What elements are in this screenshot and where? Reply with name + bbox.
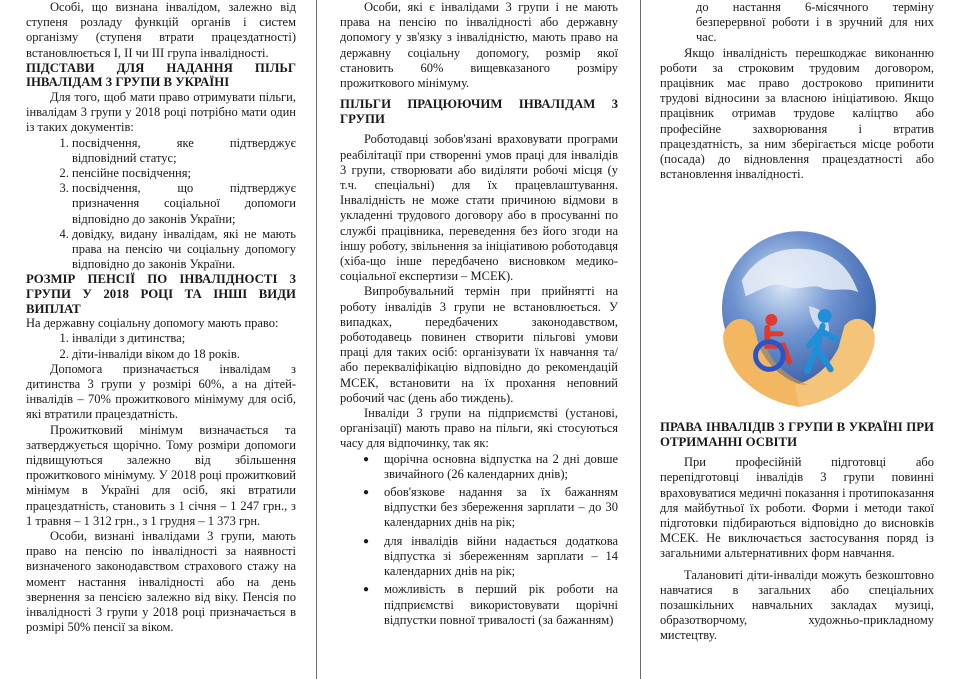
employers-obligations-paragraph: Роботодавці зобов'язані враховувати програми реабілітації при створенні умов праці для інвалідів 3 групи, створювати або виділяти робочі місця (у т.ч. спеціальні) для їх працевлаштування. Інвалідність не може стати причиною відмови в укладенні трудового договору або в просуванні по службі працівника, переведення без його згоди на іншу роботу, звільнення за ініціативою роботодавця (хіба-що інше передбачено висновком медико-соціальної експертизи – МСЕК). <box>340 132 618 284</box>
early-termination-paragraph: Якщо інвалідність перешкоджає виконанню роботи за строковим трудовим договором, працівник має право достроково припинити трудові відносини за власною ініціативою. Якщо працівник отримав трудове каліцтво або професійне захворювання і втратив працездатність, за ним зберігається місце роботи (посада) до відновлення працездатності або встановлення інвалідності. <box>660 45 934 182</box>
talented-children-paragraph: Талановиті діти-інваліди можуть безкоштовно навчатися в загальних або спеціальних позашкільних навчальних закладах музиці, образотворчому, художньо-прикладному мистецтву. <box>660 567 934 643</box>
subsistence-minimum-paragraph: Прожитковий мінімум визначається та затверджується щорічно. Тому розміри допомоги підвищуються залежно від збільшення прожиткового мінімуму. У 2018 році прожитковий мінімум в Україні для осіб, які втратили працездатність, становить з 1 січня – 1 247 грн., з 1 травня – 1 312 грн., з 1 грудня – 1 373 грн. <box>26 422 296 528</box>
heading-education-rights: ПРАВА ІНВАЛІДІВ 3 ГРУПИ В УКРАЇНІ ПРИ ОТРИМАННІ ОСВІТИ <box>660 420 934 449</box>
documents-intro: Для того, щоб мати право отримувати пільги, інвалідам 3 групи у 2018 році потрібно мати один із таких документів: <box>26 90 296 135</box>
social-assistance-paragraph: Особи, які є інвалідами 3 групи і не мають права на пенсію по інвалідності або державну допомогу у зв'язку з інвалідністю, мають право на державну соціальну допомогу, розмір якої становить 60% вищевказаного розміру прожиткового мінімуму. <box>340 0 618 91</box>
eligible-list <box>26 331 296 361</box>
heading-working-benefits: ПІЛЬГИ ПРАЦЮЮЧИМ ІНВАЛІДАМ 3 ГРУПИ <box>340 97 618 126</box>
training-paragraph: При професійній підготовці або перепідготовці інвалідів 3 групи повинні враховуватися медичні показання і протипоказання для майбутньої їх роботи. Форми і методи такої підготовки підбираються відповідно до висновків МСЕК. Не виключається застосування поряд із загальними альтернативних форм навчання. <box>660 455 934 561</box>
list-item: 4. довідку, видану інвалідам, які не мають права на пенсію чи соціальну допомогу відповідно до законів України. <box>72 227 296 273</box>
list-item: 1. інваліди з дитинства; <box>72 331 296 346</box>
fold-line-right <box>640 0 641 679</box>
globe-hands-illustration <box>720 222 878 412</box>
heading-pension-size: РОЗМІР ПЕНСІЇ ПО ІНВАЛІДНОСТІ 3 ГРУПИ У 2018 РОЦІ ТА ІНШІ ВИДИ ВИПЛАТ <box>26 272 296 316</box>
probation-paragraph: Випробувальний термін при прийнятті на роботу інвалідів 3 групи не встановлюється. У випадках, передбачених законодавством, роботодавець повинен створити пільгові умови праці для таких осіб: організувати їх навчання та/або перекваліфікацію відповідно до рекомендацій МСЕК, встановити на їх прохання неповний робочий час (день або тиждень). <box>340 284 618 405</box>
intro-paragraph: Особі, що визнана інвалідом, залежно від ступеня розладу функцій органів і систем організму (ступеня втрати працездатності) встановлюється I, II чи III група інвалідності. <box>26 0 296 60</box>
list-item: ● обов'язкове надання за їх бажанням відпустки без збереження зарплати – до 30 календарних днів на рік; <box>384 485 618 531</box>
assistance-intro: На державну соціальну допомогу мають право: <box>26 316 279 331</box>
rest-benefits-intro: Інваліди 3 групи на підприємстві (установі, організації) мають право на пільги, які стосуються часу для відпочинку, так як: <box>340 406 618 451</box>
assistance-amount-paragraph: Допомога призначається інвалідам з дитинства 3 групи у розмірі 60%, а на дітей-інвалідів – 70% прожиткового мінімуму для осіб, які втратили працездатність. <box>26 361 296 422</box>
walker-head <box>818 309 832 323</box>
pension-paragraph: Особи, визнані інвалідами 3 групи, мають право на пенсію по інвалідності за наявності визначеного законодавством страхового стажу на момент настання інвалідності або на день звернення за пенсією залежно від віку. Пенсія по інвалідності 3 групи у 2018 році призначається в розмірі 50% пенсії за віком. <box>26 529 296 635</box>
list-item: 2. пенсійне посвідчення; <box>72 166 296 181</box>
list-item: ● для інвалідів війни надається додаткова відпустка зі збереженням зарплати – 14 календарних днів на рік; <box>384 534 618 580</box>
documents-list <box>26 136 296 273</box>
column-3-lower <box>660 420 934 644</box>
heading-grounds-for-benefits: ПІДСТАВИ ДЛЯ НАДАННЯ ПІЛЬГ ІНВАЛІДАМ 3 ГРУПИ В УКРАЇНІ <box>26 60 296 90</box>
column-1 <box>26 0 296 635</box>
list-item: 3. посвідчення, що підтверджує призначення соціальної допомоги відповідно до законів України; <box>72 181 296 227</box>
wheelchair-head <box>765 314 777 326</box>
continued-paragraph: до настання 6-місячного терміну безперервної роботи і в зручний для них час. <box>696 0 934 45</box>
fold-line-left <box>316 0 317 679</box>
rest-benefits-list <box>340 452 618 628</box>
list-item: 2. діти-інваліди віком до 18 років. <box>72 347 296 362</box>
list-item: ● щорічна основна відпустка на 2 дні довше звичайного (26 календарних днів); <box>384 452 618 482</box>
column-2 <box>340 0 618 631</box>
list-item: ● можливість в перший рік роботи на підприємстві використовувати щорічні відпустки повної тривалості (за бажанням) <box>384 582 618 628</box>
list-item: 1. посвідчення, яке підтверджує відповідний статус; <box>72 136 296 166</box>
column-3 <box>660 0 934 182</box>
